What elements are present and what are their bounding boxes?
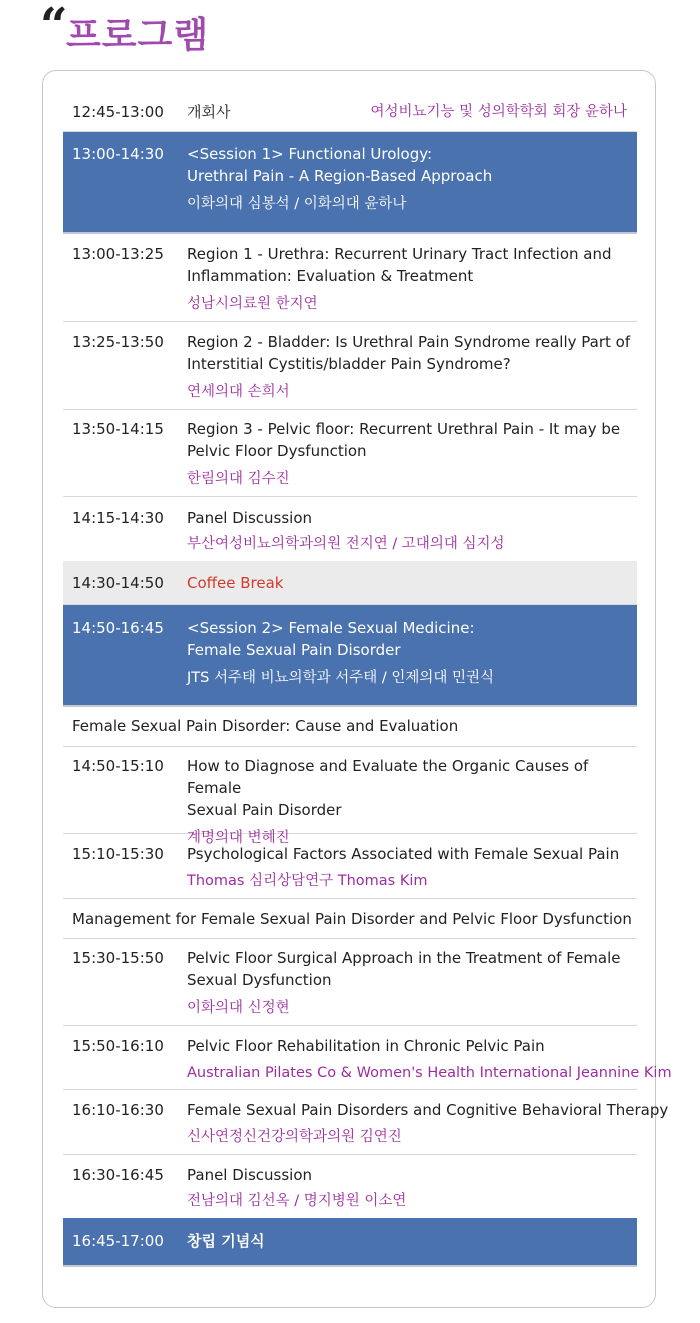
talk-speaker: 연세의대 손희서 [187, 384, 290, 400]
program-row [63, 322, 637, 410]
session-chairs: JTS 서주태 비뇨의학과 서주태 / 인제의대 민권식 [187, 670, 495, 686]
program-row [63, 747, 637, 846]
row-time: 14:50-15:10 [72, 757, 164, 775]
row-time: 12:45-13:00 [72, 103, 164, 121]
program-row [63, 939, 637, 1026]
row-content [187, 843, 639, 892]
row-time: 14:30-14:50 [72, 574, 164, 592]
program-row-panel [63, 1155, 637, 1218]
row-content [187, 1099, 669, 1148]
talk-title: How to Diagnose and Evaluate the Organic Causes of Female Sexual Pain Disorder [187, 757, 589, 819]
talk-speaker: 부산여성비뇨의학과의원 전지연 / 고대의대 심지성 [187, 536, 505, 552]
talk-title: Panel Discussion [187, 509, 313, 527]
program-row [63, 410, 637, 497]
program-row-opening [63, 98, 637, 132]
program-row [63, 234, 637, 322]
row-content [187, 617, 639, 689]
talk-speaker: 전남의대 김선옥 / 명지병원 이소연 [187, 1193, 407, 1209]
talk-speaker: 신사연정신건강의학과의원 김연진 [187, 1129, 402, 1145]
talk-title: Female Sexual Pain Disorders and Cognitive Behavioral Therapy [187, 1101, 669, 1119]
row-time: 14:15-14:30 [72, 509, 164, 527]
talk-title: Psychological Factors Associated with Female Sexual Pain [187, 845, 620, 863]
row-time: 13:25-13:50 [72, 333, 164, 351]
closing-ceremony-row [63, 1218, 637, 1267]
page-title: 프로그램 [66, 15, 210, 56]
row-time: 15:50-16:10 [72, 1037, 164, 1055]
row-time: 13:00-13:25 [72, 245, 164, 263]
talk-speaker: 한림의대 김수진 [187, 471, 290, 487]
program-row [63, 1026, 672, 1090]
session-title: <Session 1> Functional Urology: Urethral Pain - A Region-Based Approach [187, 145, 493, 185]
coffee-break-label: Coffee Break [187, 574, 284, 592]
session-chairs: 이화의대 심봉석 / 이화의대 윤하나 [187, 196, 407, 212]
row-time: 13:50-14:15 [72, 420, 164, 438]
talk-title: Pelvic Floor Rehabilitation in Chronic Pelvic Pain [187, 1037, 545, 1055]
row-time: 15:30-15:50 [72, 949, 164, 967]
row-content [187, 243, 639, 315]
section-heading [63, 898, 637, 939]
talk-title: Region 3 - Pelvic floor: Recurrent Urethral Pain - It may be Pelvic Floor Dysfunction [187, 420, 621, 460]
row-content [187, 143, 639, 215]
talk-speaker: 계명의대 변혜진 [187, 830, 290, 846]
talk-speaker: 이화의대 신정현 [187, 1000, 290, 1016]
talk-title: Panel Discussion [187, 1166, 313, 1184]
row-content [187, 507, 639, 555]
row-title: 개회사 [187, 103, 231, 121]
row-content [187, 331, 639, 403]
row-time: 16:30-16:45 [72, 1166, 164, 1184]
row-content [187, 1035, 672, 1084]
talk-title: Pelvic Floor Surgical Approach in the Treatment of Female Sexual Dysfunction [187, 949, 621, 989]
talk-speaker: 성남시의료원 한지연 [187, 296, 318, 312]
row-time: 15:10-15:30 [72, 845, 164, 863]
program-row [63, 1090, 669, 1155]
talk-speaker: Australian Pilates Co & Women's Health International Jeannine Kim [187, 1065, 672, 1081]
row-time: 16:45-17:00 [72, 1232, 164, 1250]
session-1-header [63, 132, 637, 234]
talk-title: Region 2 - Bladder: Is Urethral Pain Syndrome really Part of Interstitial Cystitis/bladder Pain Syndrome? [187, 333, 631, 373]
talk-title: Region 1 - Urethra: Recurrent Urinary Tract Infection and Inflammation: Evaluation & Treatment [187, 245, 612, 285]
row-content [187, 418, 639, 490]
row-time: 13:00-14:30 [72, 145, 164, 163]
session-title: <Session 2> Female Sexual Medicine: Female Sexual Pain Disorder [187, 619, 475, 659]
program-row [63, 834, 637, 898]
quote-mark-icon: “ [40, 0, 68, 54]
row-content [187, 947, 639, 1019]
section-title: Management for Female Sexual Pain Disorder and Pelvic Floor Dysfunction [72, 910, 632, 928]
section-heading [63, 707, 637, 747]
coffee-break-row [63, 561, 637, 605]
row-speaker: 여성비뇨기능 및 성의학학회 회장 윤하나 [370, 104, 627, 120]
row-content [187, 1164, 639, 1212]
talk-speaker: Thomas 심리상담연구 Thomas Kim [187, 873, 428, 889]
row-time: 16:10-16:30 [72, 1101, 164, 1119]
closing-title: 창립 기념식 [187, 1232, 265, 1250]
row-time: 14:50-16:45 [72, 619, 164, 637]
session-2-header [63, 605, 637, 707]
section-title: Female Sexual Pain Disorder: Cause and Evaluation [72, 717, 459, 735]
program-row-panel [63, 497, 637, 561]
